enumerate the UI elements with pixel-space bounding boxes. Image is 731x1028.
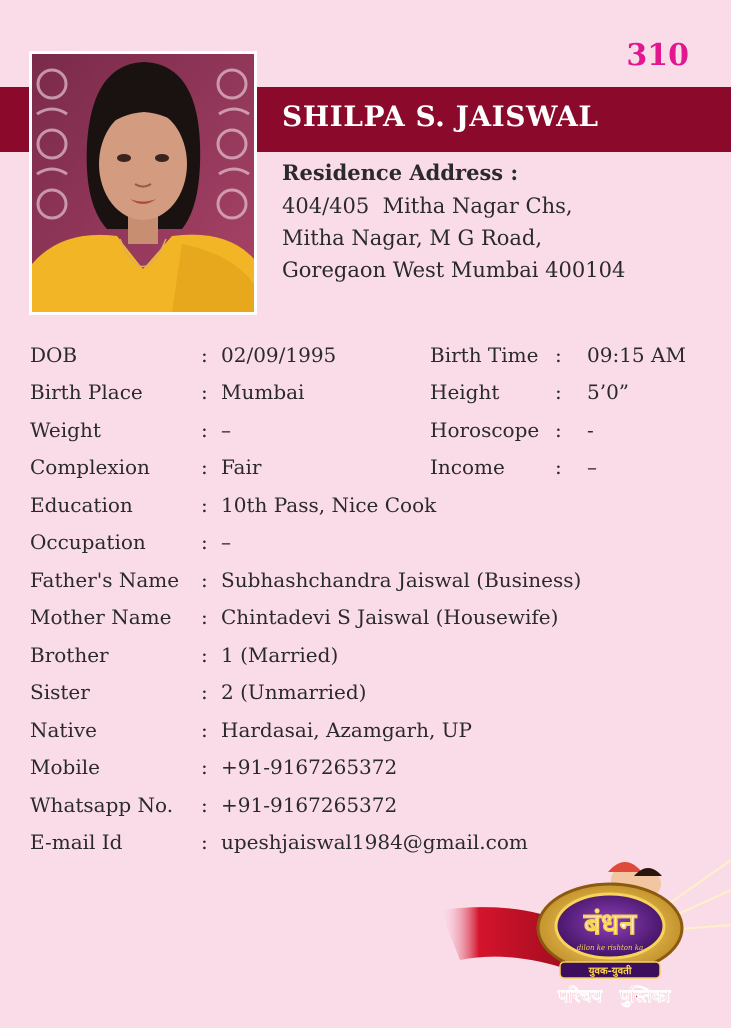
detail-value-2: 5’0” bbox=[587, 380, 630, 404]
detail-value: – bbox=[221, 530, 231, 554]
logo-bottom-left: परिचय bbox=[557, 986, 603, 1007]
detail-colon: : bbox=[201, 793, 208, 817]
detail-label: E-mail Id bbox=[30, 830, 123, 854]
detail-label: Weight bbox=[30, 418, 101, 442]
profile-name: SHILPA S. JAISWAL bbox=[282, 100, 599, 133]
detail-colon-2: : bbox=[555, 380, 562, 404]
detail-value: upeshjaiswal1984@gmail.com bbox=[221, 830, 528, 854]
detail-label: Brother bbox=[30, 643, 109, 667]
detail-label: Occupation bbox=[30, 530, 146, 554]
logo-title: बंधन bbox=[583, 907, 637, 942]
detail-colon: : bbox=[201, 680, 208, 704]
page-number: 310 bbox=[626, 38, 689, 73]
detail-label: Education bbox=[30, 493, 133, 517]
detail-value: 02/09/1995 bbox=[221, 343, 337, 367]
detail-value: +91-9167265372 bbox=[221, 793, 398, 817]
logo-tagline: dilon ke rishton ka bbox=[576, 944, 644, 952]
detail-value: 10th Pass, Nice Cook bbox=[221, 493, 437, 517]
address-line-1: 404/405 Mitha Nagar Chs, bbox=[282, 194, 573, 218]
detail-colon: : bbox=[201, 605, 208, 629]
detail-label-2: Height bbox=[430, 380, 500, 404]
detail-value: Mumbai bbox=[221, 380, 305, 404]
detail-label-2: Horoscope bbox=[430, 418, 540, 442]
detail-label: Mobile bbox=[30, 755, 100, 779]
detail-colon-2: : bbox=[555, 343, 562, 367]
detail-colon: : bbox=[201, 830, 208, 854]
detail-label: Complexion bbox=[30, 455, 150, 479]
detail-label: Native bbox=[30, 718, 97, 742]
detail-colon: : bbox=[201, 530, 208, 554]
detail-colon: : bbox=[201, 418, 208, 442]
detail-value: Hardasai, Azamgarh, UP bbox=[221, 718, 473, 742]
detail-value: Subhashchandra Jaiswal (Business) bbox=[221, 568, 582, 592]
detail-colon: : bbox=[201, 755, 208, 779]
detail-colon-2: : bbox=[555, 455, 562, 479]
detail-colon: : bbox=[201, 493, 208, 517]
detail-label: DOB bbox=[30, 343, 78, 367]
detail-label-2: Income bbox=[430, 455, 505, 479]
detail-label: Birth Place bbox=[30, 380, 143, 404]
address-line-2: Mitha Nagar, M G Road, bbox=[282, 226, 543, 250]
profile-photo bbox=[29, 51, 257, 315]
logo-bottom-right: पुस्तिका bbox=[619, 986, 671, 1007]
detail-value-2: - bbox=[587, 418, 594, 442]
detail-colon: : bbox=[201, 455, 208, 479]
detail-label: Father's Name bbox=[30, 568, 180, 592]
detail-colon-2: : bbox=[555, 418, 562, 442]
detail-value: Fair bbox=[221, 455, 262, 479]
detail-label-2: Birth Time bbox=[430, 343, 539, 367]
detail-value: Chintadevi S Jaiswal (Housewife) bbox=[221, 605, 559, 629]
address-line-3: Goregaon West Mumbai 400104 bbox=[282, 258, 626, 282]
detail-value: – bbox=[221, 418, 231, 442]
detail-value: 1 (Married) bbox=[221, 643, 339, 667]
detail-label: Mother Name bbox=[30, 605, 172, 629]
detail-colon: : bbox=[201, 718, 208, 742]
detail-value: 2 (Unmarried) bbox=[221, 680, 367, 704]
address-heading: Residence Address : bbox=[282, 160, 519, 185]
detail-colon: : bbox=[201, 568, 208, 592]
detail-colon: : bbox=[201, 380, 208, 404]
detail-label: Whatsapp No. bbox=[30, 793, 174, 817]
detail-value-2: 09:15 AM bbox=[587, 343, 686, 367]
detail-colon: : bbox=[201, 643, 208, 667]
bandhan-logo bbox=[440, 850, 731, 1024]
detail-value-2: – bbox=[587, 455, 597, 479]
detail-label: Sister bbox=[30, 680, 90, 704]
detail-value: +91-9167265372 bbox=[221, 755, 398, 779]
detail-colon: : bbox=[201, 343, 208, 367]
logo-subtitle: युवक-युवती bbox=[588, 966, 632, 977]
